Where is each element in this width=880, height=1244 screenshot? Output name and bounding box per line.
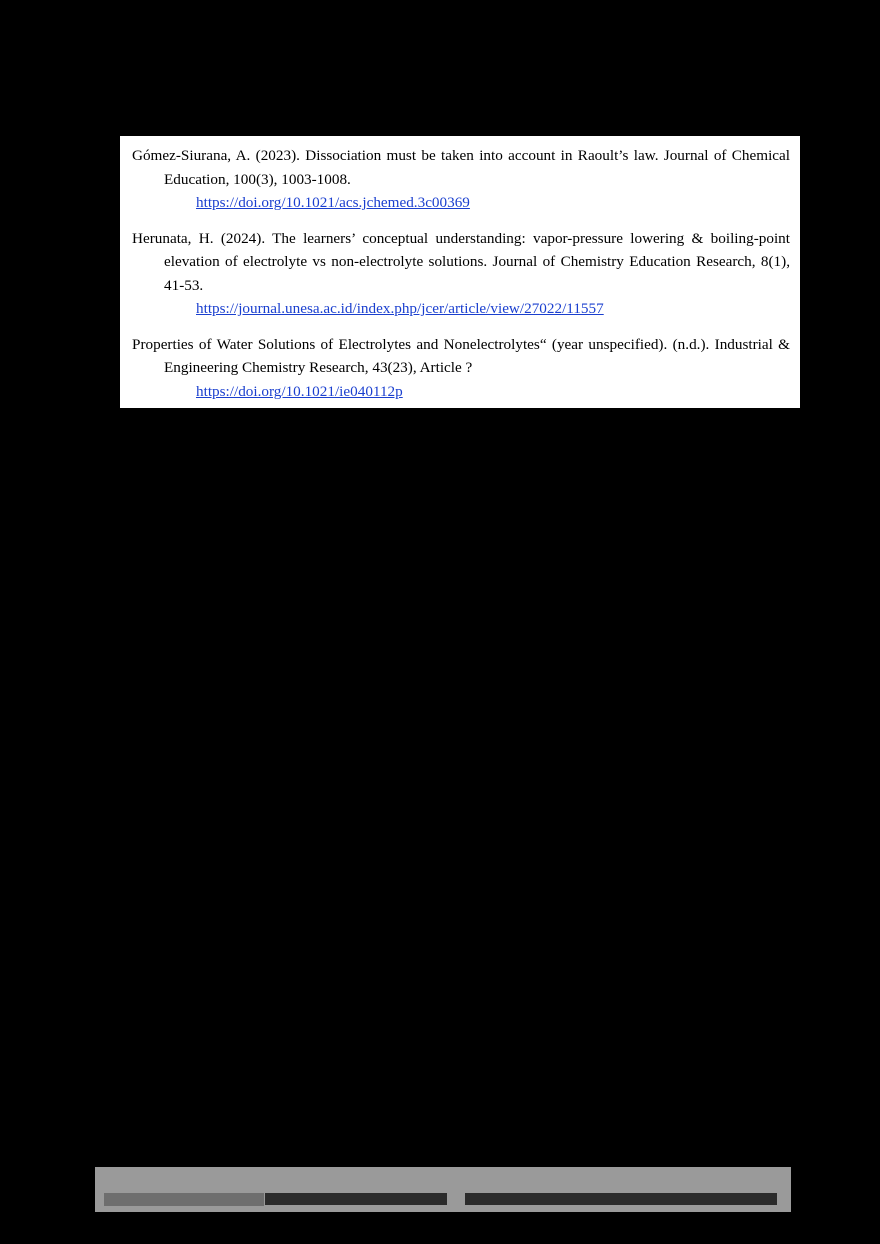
- reference-doi-line: [164, 297, 790, 321]
- reference-text: Gómez-Siurana, A. (2023). Dissociation must be taken into account in Raoult’s law. Journal of Chemical Education, 100(3), 1003-1008.: [132, 147, 790, 188]
- reference-page: [120, 136, 800, 408]
- horizontal-scrollbar[interactable]: [265, 1193, 777, 1205]
- reference-entry: [132, 144, 790, 215]
- doi-link[interactable]: https://doi.org/10.1021/ie040112p: [196, 382, 403, 400]
- doi-link[interactable]: https://doi.org/10.1021/acs.jchemed.3c00369: [196, 194, 470, 211]
- reference-text: Herunata, H. (2024). The learners’ conceptual understanding: vapor-pressure lowering & boiling-point elevation of electrolyte vs non-electrolyte solutions. Journal of Chemistry Education Research, 8(1), 41-53.: [132, 229, 790, 294]
- reference-doi-line: [164, 380, 790, 404]
- bottom-status-bar: [95, 1167, 791, 1212]
- reference-entry: [132, 227, 790, 321]
- reference-entry: [132, 333, 790, 404]
- reference-list: [132, 144, 790, 403]
- reference-text: Properties of Water Solutions of Electrolytes and Nonelectrolytes“ (year unspecified). (n.d.). Industrial & Engineering Chemistry Research, 43(23), Article ?: [132, 335, 790, 376]
- reference-doi-line: [164, 191, 790, 215]
- status-bar-left-block: [104, 1193, 264, 1206]
- page-indicator: [447, 1191, 465, 1206]
- doi-link[interactable]: https://journal.unesa.ac.id/index.php/jcer/article/view/27022/11557: [196, 300, 604, 317]
